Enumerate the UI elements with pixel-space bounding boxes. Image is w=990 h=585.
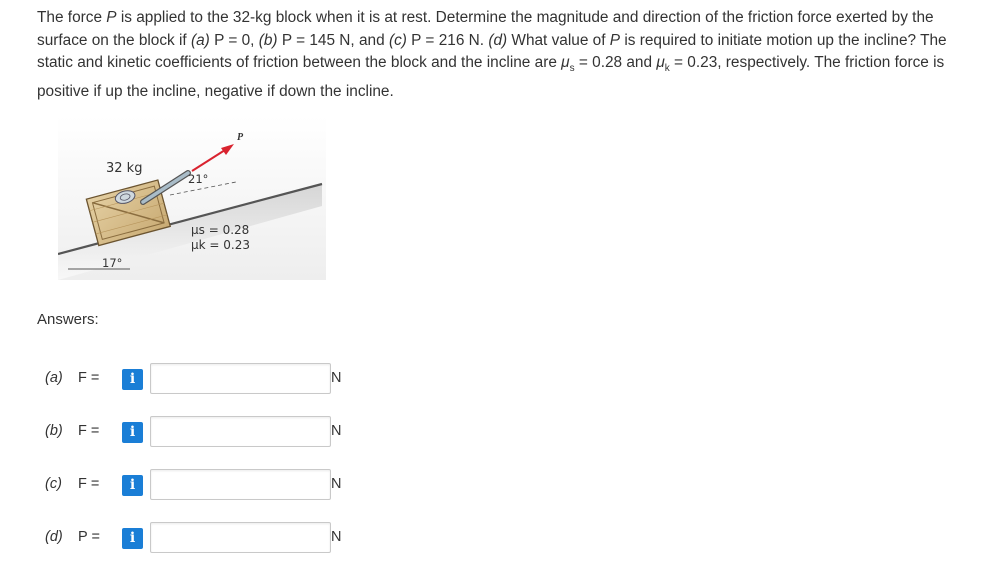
answer-input-c[interactable]	[150, 469, 331, 500]
unit-label: N	[331, 529, 342, 545]
answer-input-a[interactable]	[150, 363, 331, 394]
part-label: (a)	[45, 370, 63, 386]
incline-angle-label: 17°	[102, 256, 123, 270]
incline-figure	[58, 116, 326, 280]
answer-input-d[interactable]	[150, 522, 331, 553]
info-icon[interactable]: i	[122, 528, 143, 549]
pull-angle-label: 21°	[188, 172, 209, 186]
part-label: (b)	[45, 423, 63, 439]
answer-input-b[interactable]	[150, 416, 331, 447]
part-label: (d)	[45, 529, 63, 545]
part-label: (c)	[45, 476, 62, 492]
variable-label: P =	[78, 529, 100, 545]
variable-label: F =	[78, 423, 100, 439]
mu-kinetic-label: μk = 0.23	[191, 238, 250, 252]
answer-row-d	[0, 521, 990, 557]
answers-heading: Answers:	[37, 311, 99, 328]
info-icon[interactable]: i	[122, 475, 143, 496]
variable-label: F =	[78, 476, 100, 492]
force-label: P	[237, 132, 244, 143]
info-icon[interactable]: i	[122, 422, 143, 443]
variable-label: F =	[78, 370, 100, 386]
problem-statement: The force P is applied to the 32-kg block when it is at rest. Determine the magnitude and direction of the friction force exerted by the surface on the block if (a) P = 0, (b) P = 145 N, and (c) P = 216 N. (d) What value of P is required to initiate motion up the incline? The static and kinetic coefficients of friction between the block and the incline are $\mu_s = 0.28$ and $\mu_k = 0.23$, respectively. The friction force is positive if up the incline, negative if down the incline.	[37, 9, 947, 100]
info-icon[interactable]: i	[122, 369, 143, 390]
mass-label: 32 kg	[106, 161, 143, 176]
unit-label: N	[331, 370, 342, 386]
answer-row-b	[0, 415, 990, 451]
answer-row-a	[0, 362, 990, 398]
unit-label: N	[331, 476, 342, 492]
mu-static-label: μs = 0.28	[191, 223, 250, 237]
answer-row-c	[0, 468, 990, 504]
unit-label: N	[331, 423, 342, 439]
